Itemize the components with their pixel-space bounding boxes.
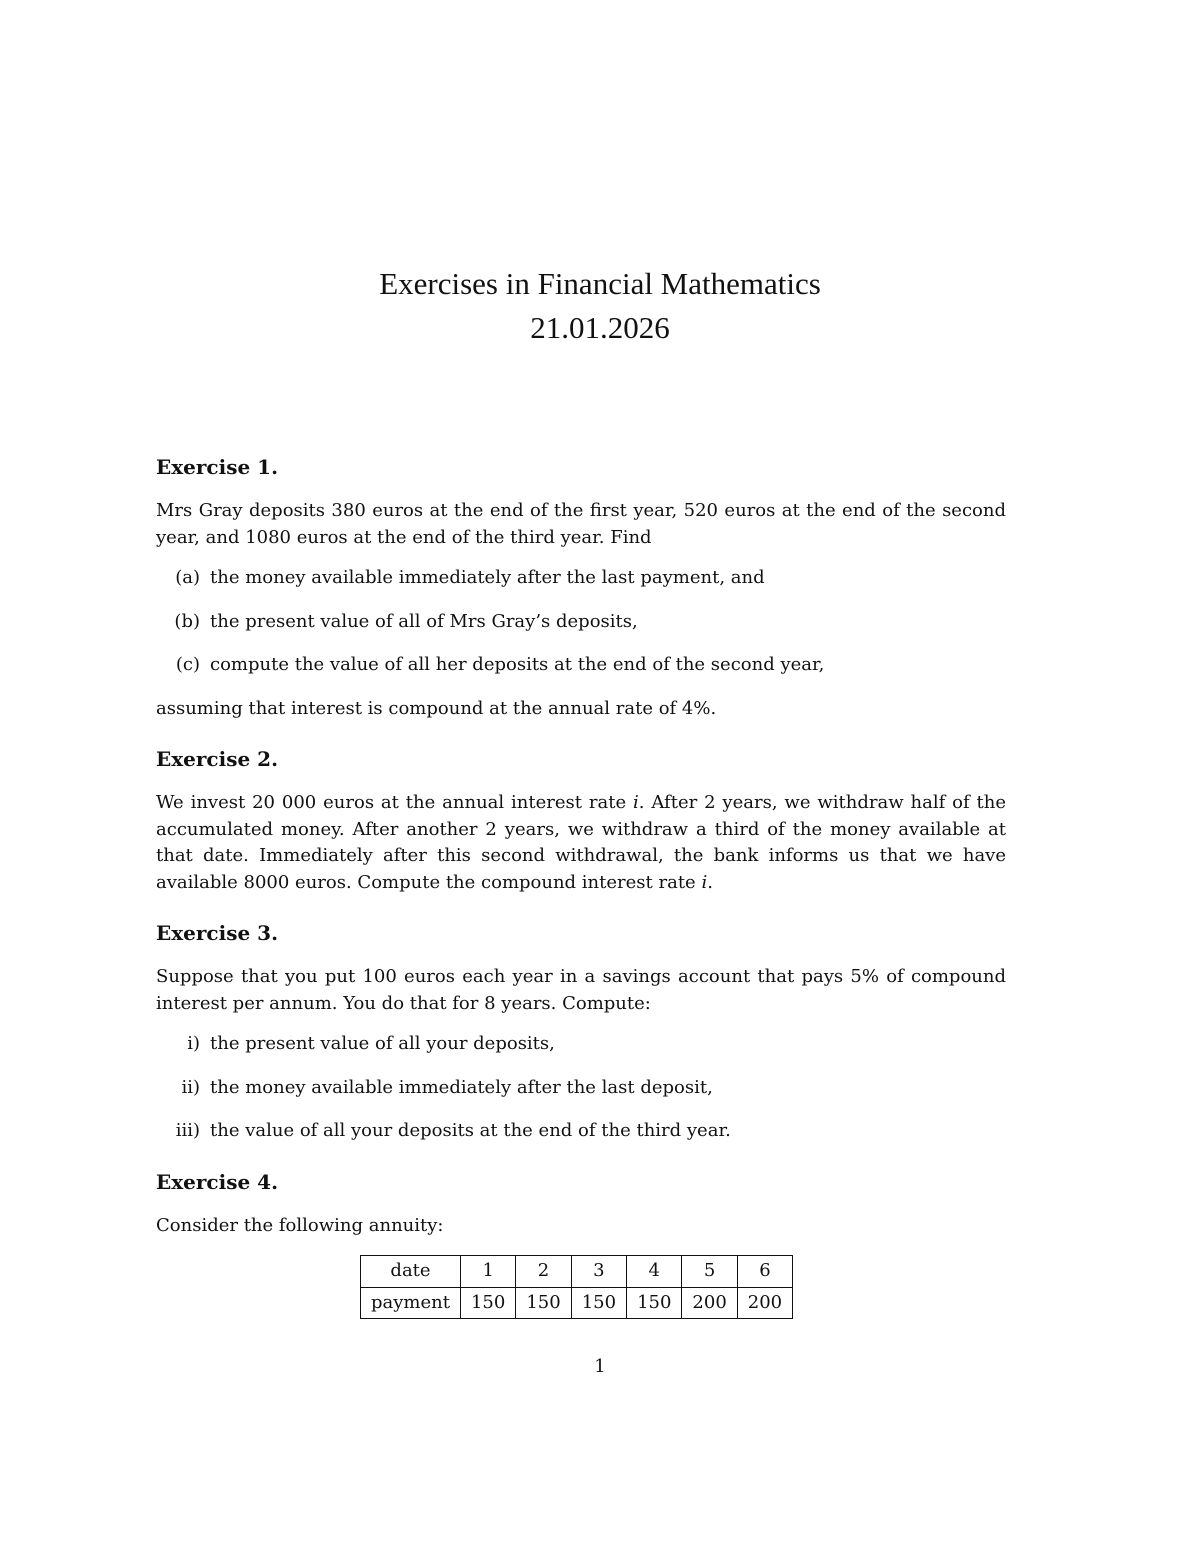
list-item-text: compute the value of all her deposits at the end of the second year, bbox=[210, 654, 825, 675]
exercise-4 bbox=[156, 1167, 1006, 1320]
table-cell: 5 bbox=[682, 1256, 737, 1288]
exercise-text: Suppose that you put 100 euros each year in a savings account that pays 5% of compound interest per annum. You do that for 8 years. Compute: bbox=[156, 966, 1006, 1014]
list-item-text: the money available immediately after the last deposit, bbox=[210, 1076, 713, 1098]
exercise-2 bbox=[156, 744, 1006, 896]
text-run: . bbox=[707, 871, 713, 893]
list-item-text: the money available immediately after the last payment, and bbox=[210, 567, 765, 588]
list-item bbox=[156, 652, 1006, 679]
table-cell: payment bbox=[361, 1287, 461, 1319]
table-cell: 3 bbox=[571, 1256, 626, 1288]
document-date: 21.01.2026 bbox=[530, 310, 670, 345]
text-run: We invest 20 000 euros at the annual interest rate bbox=[156, 792, 633, 813]
table-row bbox=[361, 1256, 793, 1288]
math-variable: i bbox=[701, 871, 708, 893]
exercise-heading: Exercise 4. bbox=[156, 1169, 279, 1194]
math-variable: i bbox=[633, 792, 639, 813]
list-item-text: the present value of all your deposits, bbox=[210, 1033, 555, 1054]
list-marker: (a) bbox=[175, 567, 200, 588]
table-cell: 200 bbox=[737, 1287, 792, 1319]
list-item bbox=[156, 1118, 1006, 1145]
exercise-text: Mrs Gray deposits 380 euros at the end of the first year, 520 euros at the end of the second year, and 1080 euros at the end of the third year. Find bbox=[156, 500, 1006, 548]
list-item bbox=[156, 565, 1006, 592]
list-marker: ii) bbox=[181, 1076, 200, 1098]
text-run: . After 2 years, we withdraw half of the accumulated money. After another 2 years, we withdraw a third of the money available at that date. Immediately after this second withdrawal, the bank informs us that we have available 8000 euros. Compute the compound interest rate bbox=[156, 792, 1007, 893]
table-cell: 2 bbox=[516, 1256, 571, 1288]
list-item bbox=[156, 1031, 1006, 1058]
table-cell: 200 bbox=[682, 1287, 737, 1319]
document-title: Exercises in Financial Mathematics bbox=[379, 266, 821, 301]
list-marker: (c) bbox=[175, 654, 200, 675]
annuity-table bbox=[360, 1255, 793, 1319]
exercise-text: assuming that interest is compound at the annual rate of 4%. bbox=[156, 697, 717, 719]
exercise-item-list bbox=[156, 565, 1006, 679]
table-cell: 150 bbox=[627, 1287, 682, 1319]
exercise-text bbox=[156, 790, 1006, 896]
exercise-text: Consider the following annuity: bbox=[156, 1214, 444, 1236]
table-cell: date bbox=[361, 1256, 461, 1288]
document-body bbox=[156, 452, 1006, 1341]
exercise-3 bbox=[156, 918, 1006, 1145]
list-marker: (b) bbox=[174, 610, 200, 632]
list-item bbox=[156, 1075, 1006, 1102]
list-item bbox=[156, 609, 1006, 636]
list-marker: i) bbox=[187, 1033, 200, 1054]
exercise-heading: Exercise 2. bbox=[156, 747, 279, 771]
list-item-text: the present value of all of Mrs Gray’s deposits, bbox=[210, 610, 638, 632]
title-block bbox=[0, 262, 1200, 350]
list-item-text: the value of all your deposits at the end of the third year. bbox=[210, 1120, 731, 1141]
table-row bbox=[361, 1287, 793, 1319]
table-cell: 6 bbox=[737, 1256, 792, 1288]
exercise-1 bbox=[156, 452, 1006, 722]
exercise-heading: Exercise 1. bbox=[156, 455, 279, 479]
exercise-heading: Exercise 3. bbox=[156, 921, 279, 945]
table-cell: 150 bbox=[516, 1287, 571, 1319]
table-cell: 1 bbox=[460, 1256, 515, 1288]
table-cell: 150 bbox=[460, 1287, 515, 1319]
table-cell: 4 bbox=[627, 1256, 682, 1288]
list-marker: iii) bbox=[175, 1120, 200, 1141]
exercise-item-list bbox=[156, 1031, 1006, 1145]
page-number: 1 bbox=[594, 1356, 606, 1377]
table-cell: 150 bbox=[571, 1287, 626, 1319]
